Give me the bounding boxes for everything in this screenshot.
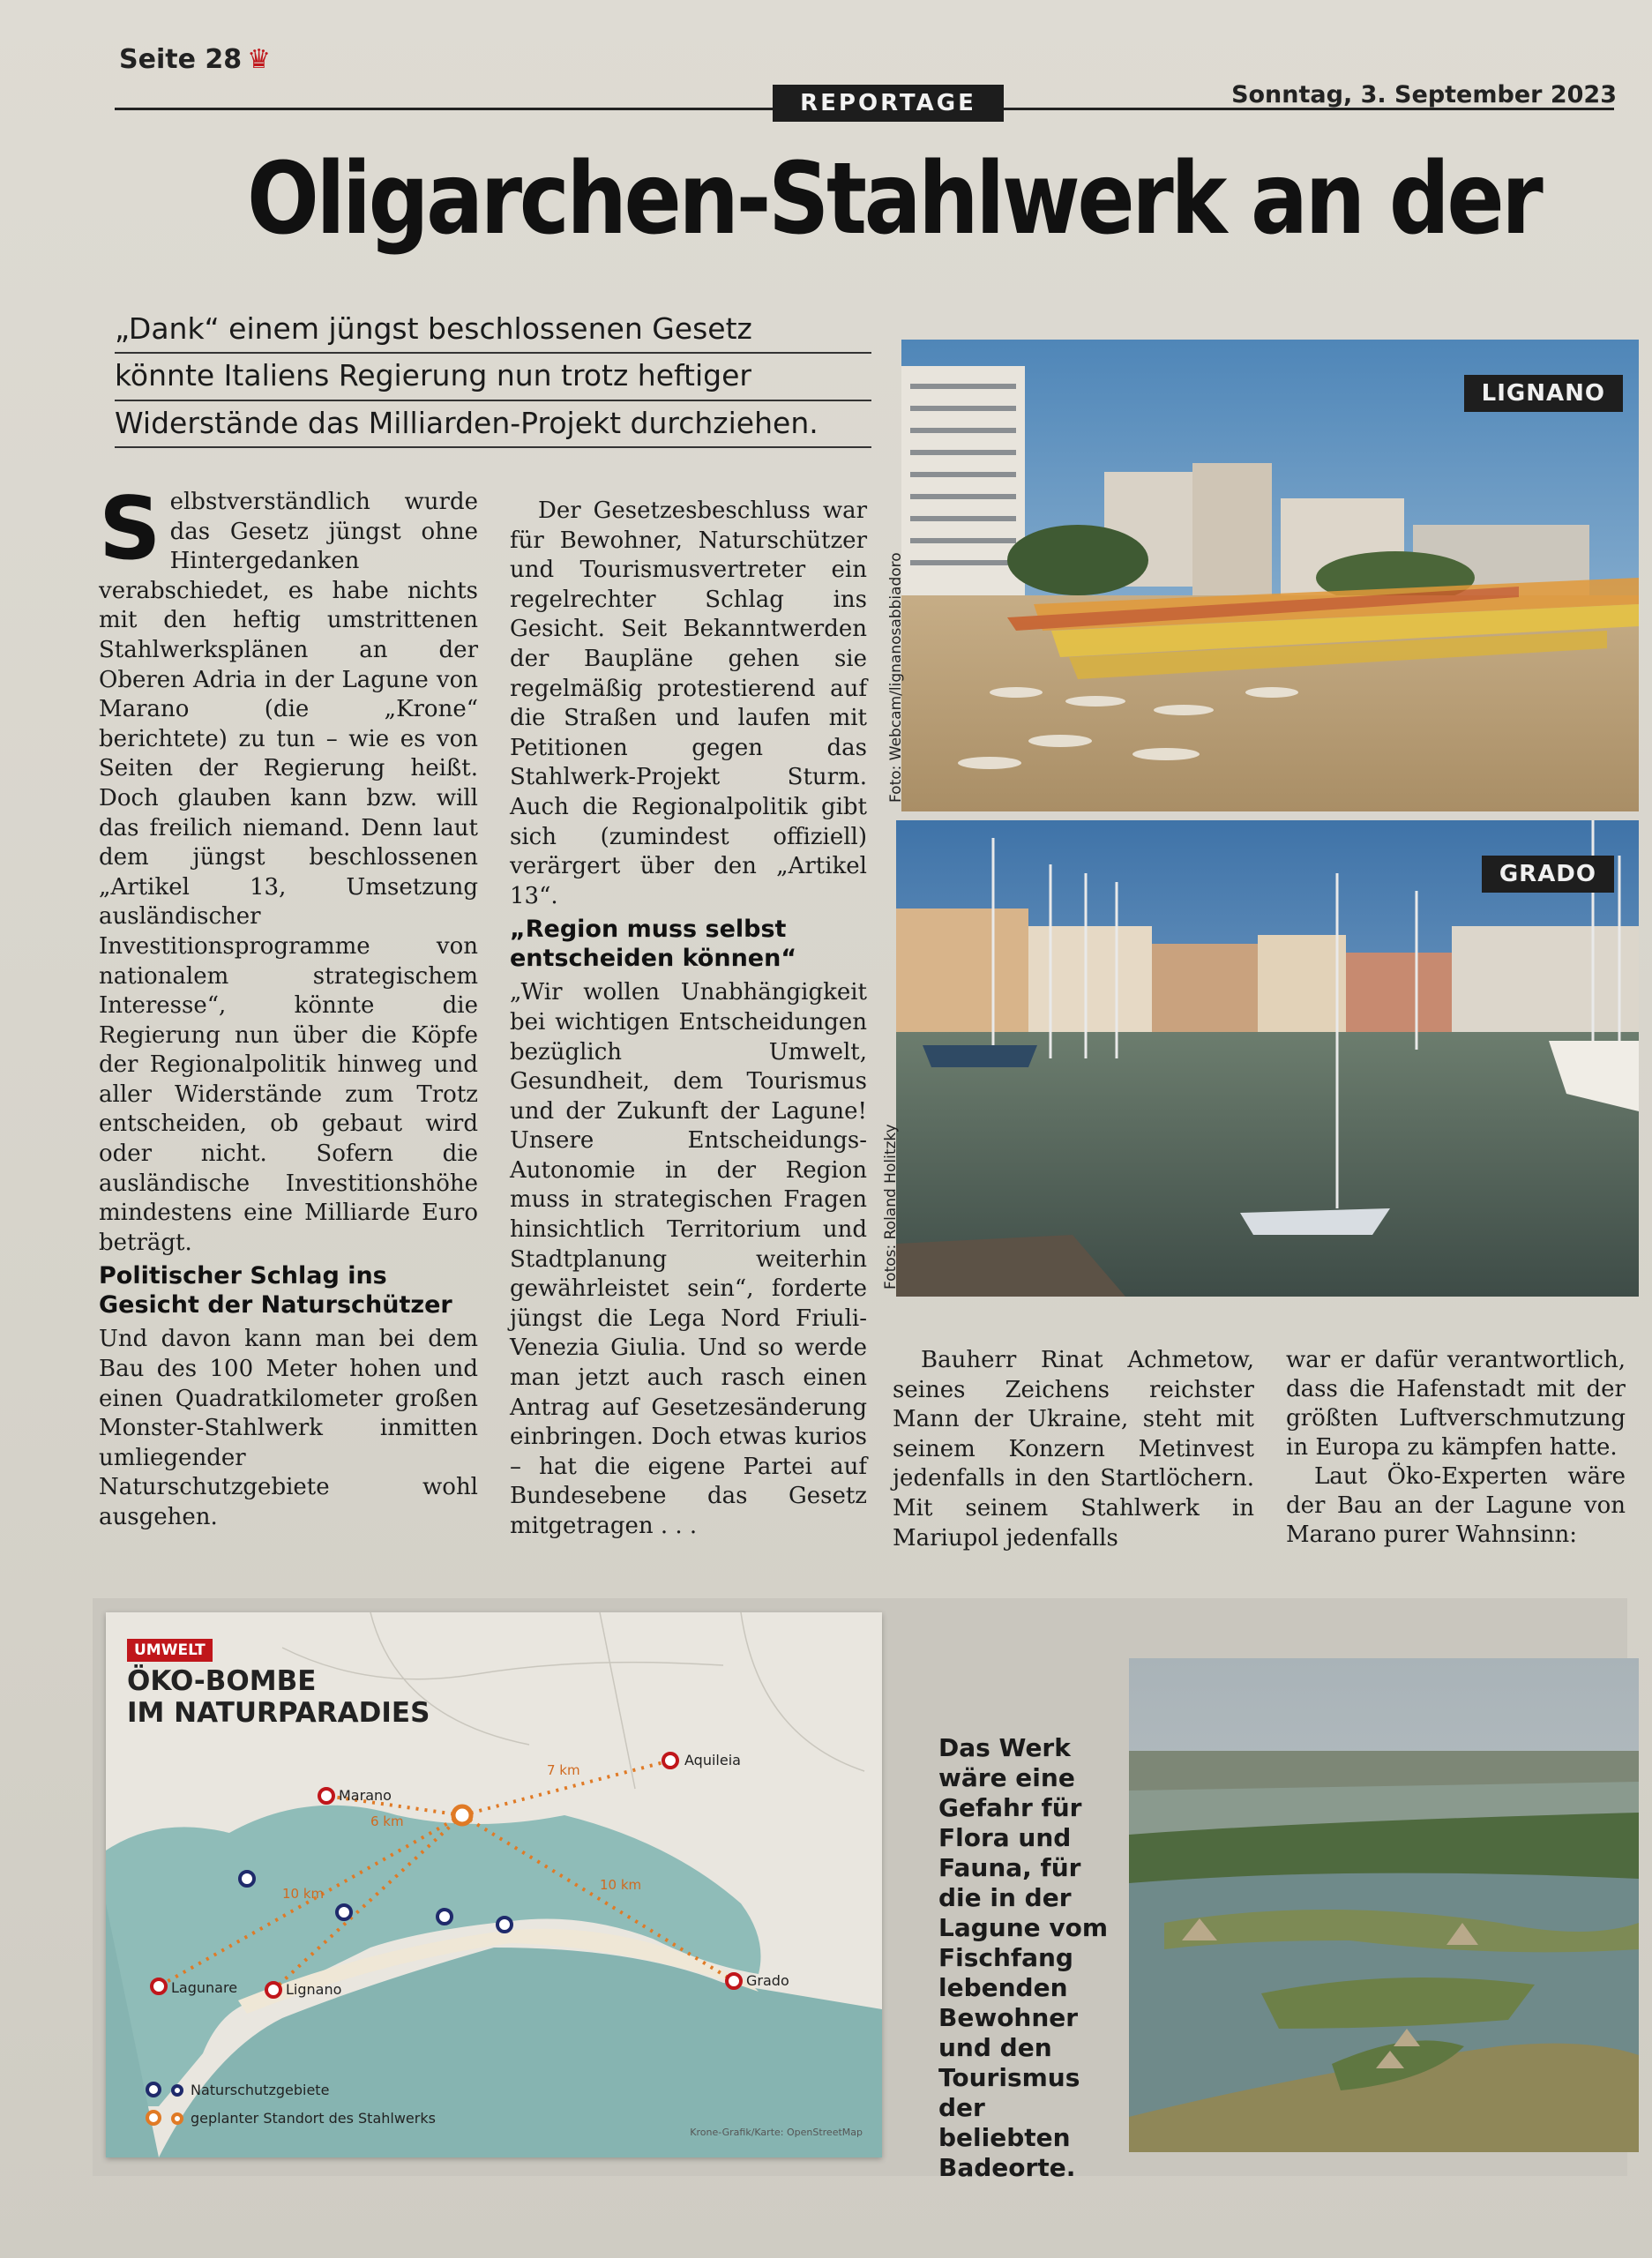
photo-label-lignano: LIGNANO xyxy=(1464,375,1623,412)
place-marano: Marano xyxy=(339,1787,392,1804)
subhead-line: könnte Italiens Regierung nun trotz heftiger xyxy=(115,354,871,400)
map-title-line: IM NATURPARADIES xyxy=(127,1697,430,1729)
article-column-3 xyxy=(893,1346,1254,1553)
page-number xyxy=(119,44,271,75)
lagoon-aerial-image xyxy=(1129,1658,1639,2152)
body-text: „Wir wollen Unabhängigkeit bei wichtigen Entscheidungen bezüglich Umwelt, Gesundheit, dem Tourismus und der Zukunft der Lagune! Unsere Entscheidungs-Autonomie in der Region muss in strategischen Fragen hinsichtlich Territorium und Stadtplanung weiterhin gewährleistet sein“, forderte jüngst die Lega Nord Friuli-Venezia Giulia. Und so werde man jetzt auch rasch einen Antrag auf Gesetzesänderung einbringen. Doch etwas kurios – hat die eigene Partei auf Bundesebene das Gesetz mitgetragen . . . xyxy=(510,979,867,1539)
map-title xyxy=(127,1665,430,1729)
subhead-line: „Dank“ einem jüngst beschlossenen Gesetz xyxy=(115,307,871,354)
body-text: Laut Öko-Experten wäre der Bau an der Lagune von Marano purer Wahnsinn: xyxy=(1286,1463,1626,1548)
legend-nature: Naturschutzgebiete xyxy=(171,2082,329,2098)
page-number-text: Seite 28 xyxy=(119,44,243,75)
photo-caption: Das Werk wäre eine Gefahr für Flora und Fauna, für die in der Lagune vom Fischfang lebenden Bewohner und den Tourismus der beliebten Badeorte. xyxy=(938,1733,1109,2182)
photo-credit: Foto: Webcam/lignanosabbiadoro xyxy=(887,552,905,803)
article-column-4 xyxy=(1286,1346,1626,1550)
legend-dot-icon xyxy=(171,2112,183,2125)
headline: Oligarchen-Stahlwerk an der xyxy=(247,142,1541,257)
place-aquileia: Aquileia xyxy=(684,1752,741,1768)
section-heading: „Region muss selbst entscheiden können“ xyxy=(510,916,797,973)
map-tag: UMWELT xyxy=(127,1639,213,1662)
map-credit: Krone-Grafik/Karte: OpenStreetMap xyxy=(690,2127,863,2138)
grado-photo xyxy=(896,820,1639,1297)
distance-lagunare: 10 km xyxy=(282,1886,325,1902)
photo-label-grado: GRADO xyxy=(1482,856,1614,893)
body-text: elbstverständlich wurde das Gesetz jüngst ohne Hintergedanken verabschiedet, es habe nichts mit den heftig umstrittenen Stahlwerksplänen an der Oberen Adria in der Lagune von Marano (die „Krone“ berichtete) zu tun – wie es von Seiten der Regierung heißt. Doch glauben kann bzw. will das freilich niemand. Denn laut dem jüngst beschlossenen „Artikel 13, Umsetzung ausländischer Investitionsprogramme von nationalem strategischem Interesse“, könnte die Regierung nun über die Köpfe der Regionalpolitik hinweg und aller Widerstände zum Trotz entscheiden, ob gebaut wird oder nicht. Sofern die ausländische Investitionshöhe mindestens eine Milliarde Euro beträgt. xyxy=(99,489,478,1256)
lagoon-map xyxy=(106,1612,882,2157)
section-badge: REPORTAGE xyxy=(773,85,1004,122)
distance-aquileia: 7 km xyxy=(547,1762,580,1778)
article-column-2 xyxy=(510,497,867,1542)
article-column-1 xyxy=(99,479,478,1533)
map-title-line: ÖKO-BOMBE xyxy=(127,1665,317,1697)
legend-site: geplanter Standort des Stahlwerks xyxy=(171,2110,436,2127)
subhead xyxy=(115,307,871,448)
lignano-photo xyxy=(901,340,1639,811)
distance-grado: 10 km xyxy=(600,1877,642,1893)
place-lignano: Lignano xyxy=(286,1981,342,1998)
legend-dot-icon xyxy=(171,2084,183,2097)
body-text: Bauherr Rinat Achmetow, seines Zeichens reichster Mann der Ukraine, steht mit seinem Konzern Metinvest jedenfalls in den Startlöchern. Mit seinem Stahlwerk in Mariupol jedenfalls xyxy=(893,1347,1254,1551)
issue-date: Sonntag, 3. September 2023 xyxy=(1231,81,1617,108)
body-text: war er dafür verantwortlich, dass die Hafenstadt mit der größten Luftverschmutzung in Europa zu kämpfen hatte. xyxy=(1286,1347,1626,1461)
section-heading: Politischer Schlag ins Gesicht der Naturschützer xyxy=(99,1262,452,1320)
crown-icon: ♛ xyxy=(247,44,272,75)
body-text: Der Gesetzesbeschluss war für Bewohner, Naturschützer und Tourismusvertreter ein regelrechter Schlag ins Gesicht. Seit Bekanntwerden der Baupläne gehen sie regelmäßig protestierend auf die Straßen und laufen mit Petitionen gegen das Stahlwerk-Projekt Sturm. Auch die Regionalpolitik gibt sich (zumindest offiziell) verärgert über den „Artikel 13“. xyxy=(510,497,867,909)
photo-credit: Fotos: Roland Holitzky xyxy=(882,1124,900,1290)
place-lagunare: Lagunare xyxy=(171,1979,238,1996)
drop-cap: S xyxy=(99,479,161,579)
place-grado: Grado xyxy=(746,1972,789,1989)
subhead-line: Widerstände das Milliarden-Projekt durchziehen. xyxy=(115,401,871,448)
body-text: Und davon kann man bei dem Bau des 100 Meter hohen und einen Quadratkilometer großen Monster-Stahlwerk inmitten umliegender Naturschutzgebiete wohl ausgehen. xyxy=(99,1326,478,1530)
distance-marano: 6 km xyxy=(370,1813,404,1829)
lagoon-aerial-photo xyxy=(1129,1658,1639,2152)
